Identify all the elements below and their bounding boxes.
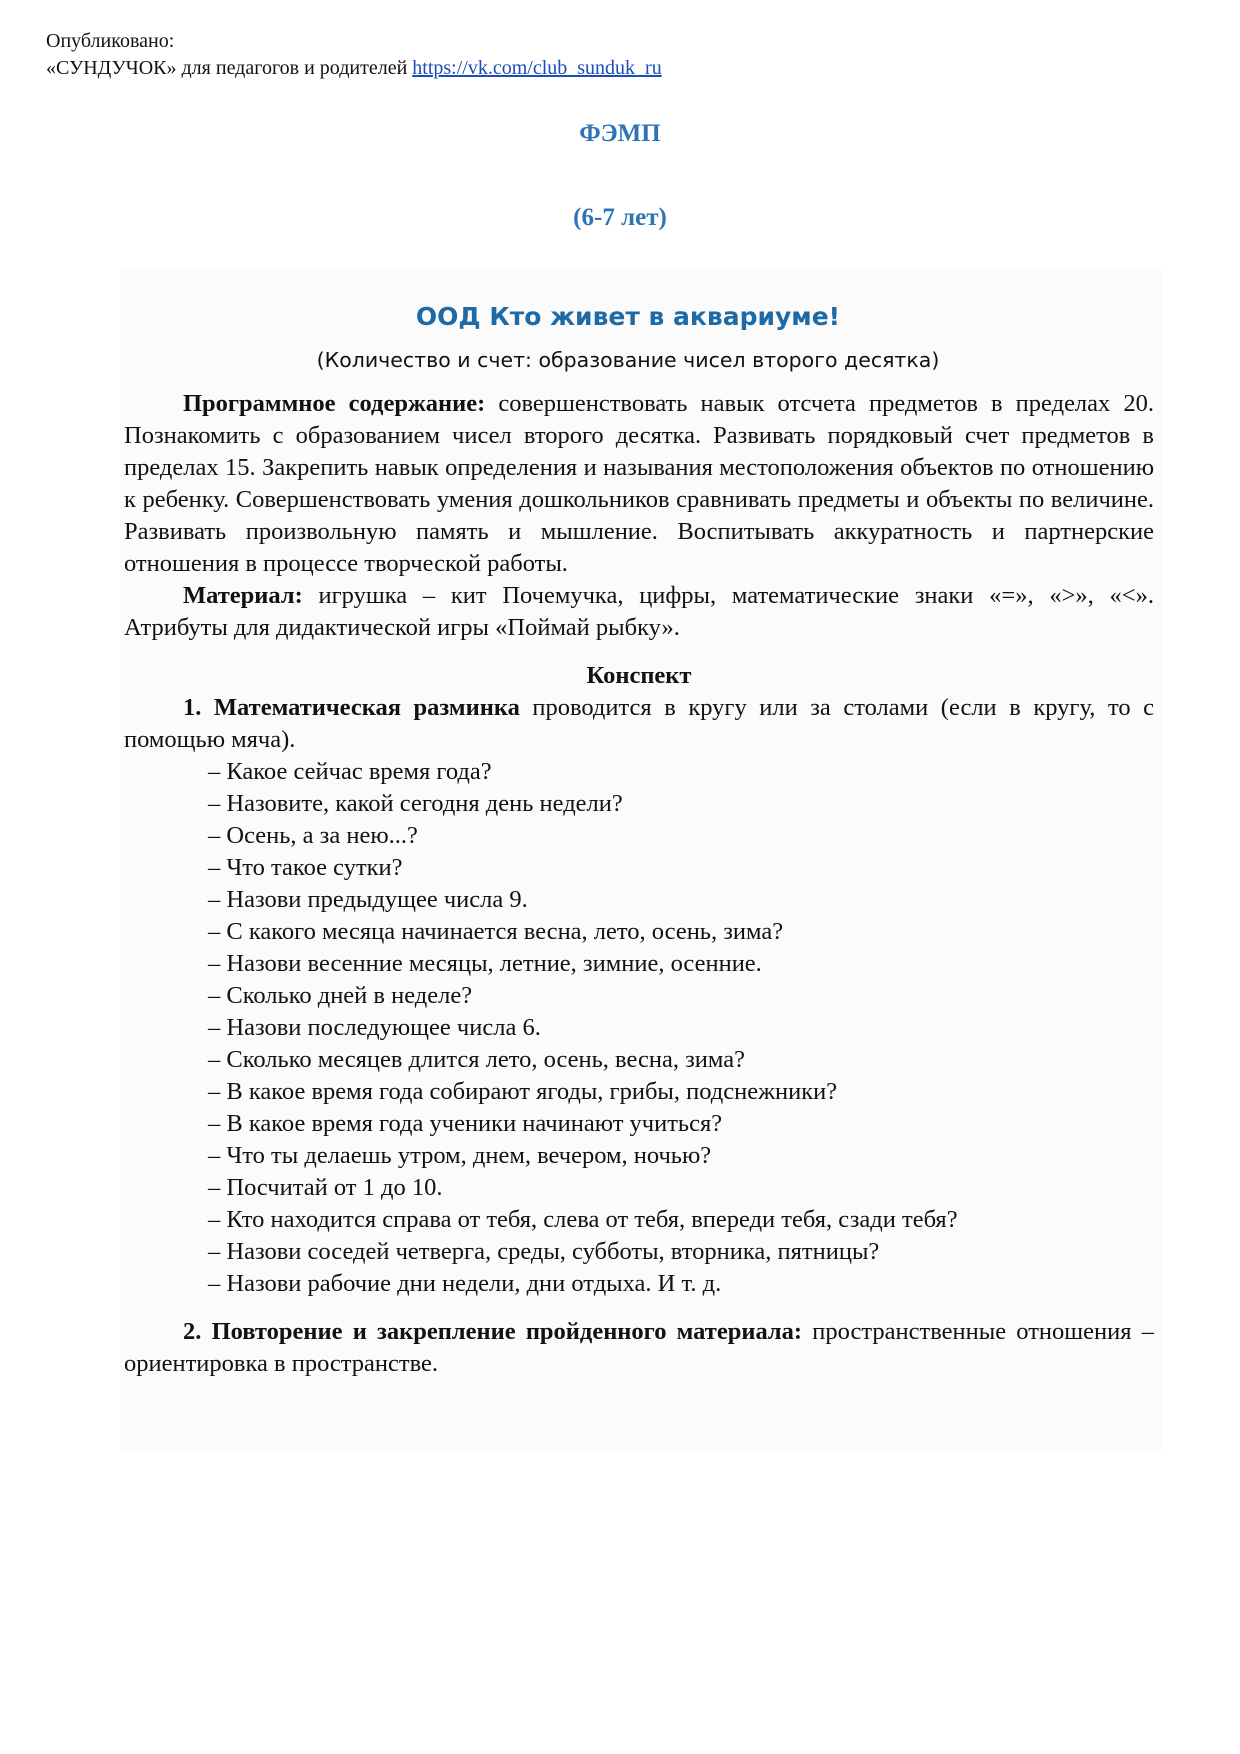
published-label: Опубликовано: [46,30,175,52]
source-line [46,55,662,82]
lesson-title: ООД Кто живет в аквариуме! [415,302,841,331]
list-item: – Назови последующее числа 6. [208,1014,541,1041]
step1-paragraph [124,692,1154,756]
step2-text: пространственные отношения – ориентировка в пространстве. [124,1318,1154,1377]
list-item: – Посчитай от 1 до 10. [208,1174,443,1201]
list-item: – В какое время года собирают ягоды, грибы, подснежники? [208,1078,838,1105]
konspekt-heading: Конспект [586,662,692,689]
publication-note [46,28,662,82]
list-item: – В какое время года ученики начинают учиться? [208,1110,723,1137]
list-item: – Кто находится справа от тебя, слева от тебя, впереди тебя, сзади тебя? [208,1206,958,1233]
list-item: – Какое сейчас время года? [208,758,492,785]
step2-label: 2. Повторение и закрепление пройденного материала: [183,1318,803,1345]
program-label: Программное содержание: [183,390,486,417]
program-paragraph [124,388,1154,580]
list-item: – Сколько месяцев длится лето, осень, весна, зима? [208,1046,745,1073]
step1-label: 1. Математическая разминка [183,694,520,721]
list-item: – Назови рабочие дни недели, дни отдыха. И т. д. [208,1270,722,1297]
list-item: – Назови соседей четверга, среды, субботы, вторника, пятницы? [208,1238,880,1265]
list-item: – Что ты делаешь утром, днем, вечером, ночью? [208,1142,712,1169]
questions-list [124,756,1154,1300]
program-text: совершенствовать навык отсчета предметов в пределах 20. Познакомить с образованием чисел второго десятка. Развивать порядковый счет предметов в пределах 15. Закрепить навык определения и называния местоположения объектов по отношению к ребенку. Совершенствовать умения дошкольников сравнивать предметы и объекты по величине. Развивать произвольную память и мышление. Воспитывать аккуратность и партнерские отношения в процессе творческой работы. [124,390,1154,577]
source-link[interactable]: https://vk.com/club_sunduk_ru [412,57,662,79]
list-item: – Назовите, какой сегодня день недели? [208,790,623,817]
material-paragraph [124,580,1154,644]
step1-text: проводится в кругу или за столами (если в кругу, то с помощью мяча). [124,694,1154,753]
list-item: – Осень, а за нею...? [208,822,418,849]
lesson-body [124,388,1154,1380]
subject-heading: ФЭМП [579,120,661,147]
material-text: игрушка – кит Почемучка, цифры, математические знаки «=», «>», «<». Атрибуты для дидактической игры «Поймай рыбку». [124,582,1154,641]
material-label: Материал: [183,582,303,609]
step2-paragraph [124,1316,1154,1380]
list-item: – Сколько дней в неделе? [208,982,473,1009]
source-text: «СУНДУЧОК» для педагогов и родителей [46,57,408,79]
list-item: – Что такое сутки? [208,854,403,881]
list-item: – С какого месяца начинается весна, лето, осень, зима? [208,918,784,945]
list-item: – Назови весенние месяцы, летние, зимние, осенние. [208,950,762,977]
list-item: – Назови предыдущее числа 9. [208,886,528,913]
age-heading: (6-7 лет) [573,204,667,231]
lesson-subtitle: (Количество и счет: образование чисел второго десятка) [316,348,940,372]
